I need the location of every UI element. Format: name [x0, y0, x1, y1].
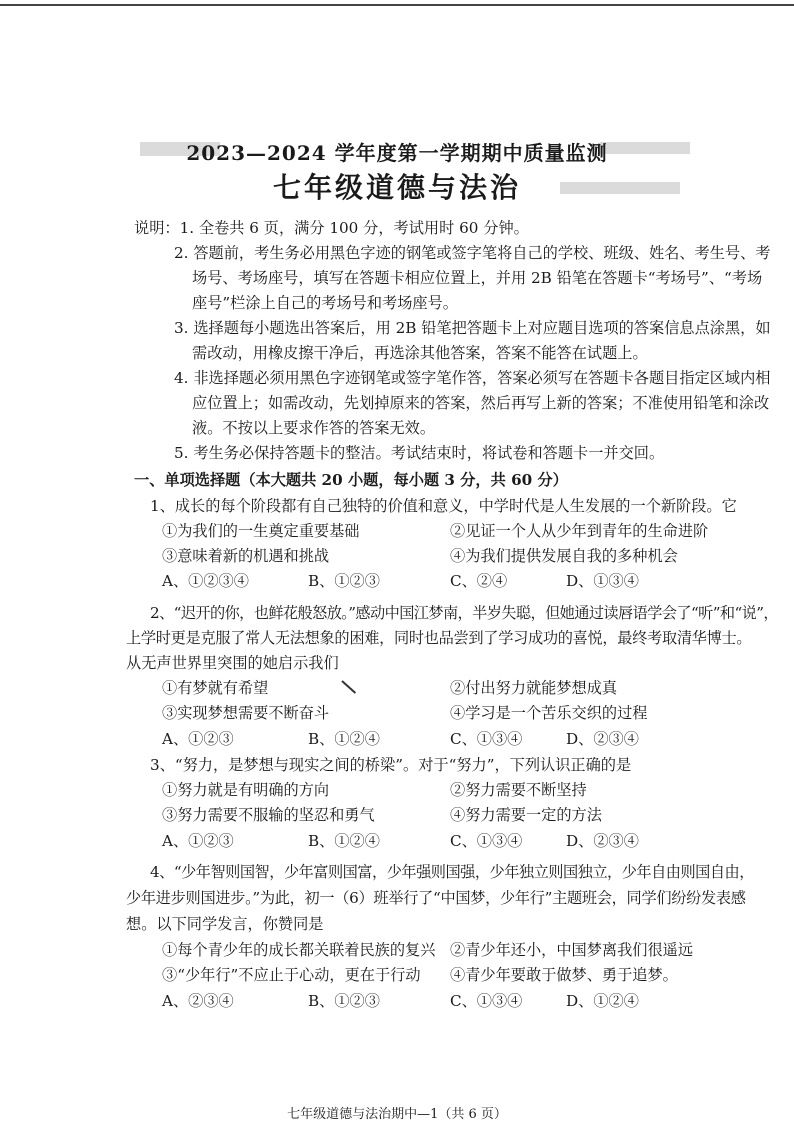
q3-option-c: C、①③④ [450, 832, 523, 850]
q2-statement-2: ②付出努力就能梦想成真 [450, 679, 618, 697]
q3-option-b: B、①②④ [308, 832, 380, 850]
q3-statement-4: ④努力需要一定的方法 [450, 806, 602, 824]
instruction-2: 2. 答题前，考生务必用黑色字迹的钢笔或签字笔将自己的学校、班级、姓名、考生号、考 [174, 244, 771, 262]
question-4-stem-cont: 少年进步则国进步。”为此，初一（6）班举行了“中国梦，少年行”主题班会，同学们纷纷发表感 [126, 889, 746, 907]
q4-option-a: A、②③④ [162, 992, 234, 1010]
q2-option-c: C、①③④ [450, 730, 523, 748]
instruction-4-cont: 应位置上；如需改动，先划掉原来的答案，然后再写上新的答案；不准使用铅笔和涂改 [192, 394, 770, 412]
q3-statement-3: ③努力需要不服输的坚忍和勇气 [162, 806, 375, 824]
instruction-2-cont: 场号、考场座号，填写在答题卡相应位置上，并用 2B 铅笔在答题卡“考场号”、“考场 [192, 269, 763, 287]
instruction-3-cont: 需改动，用橡皮擦干净后，再选涂其他答案，答案不能答在试题上。 [192, 344, 648, 362]
q4-statement-3: ③“少年行”不应止于心动，更在于行动 [162, 966, 421, 984]
q3-statement-2: ②努力需要不断坚持 [450, 781, 587, 799]
q2-statement-1: ①有梦就有希望 [162, 679, 269, 697]
q2-option-d: D、②③④ [566, 730, 639, 748]
instruction-4: 4. 非选择题必须用黑色字迹钢笔或签字笔作答，答案必须写在答题卡各题目指定区域内相 [174, 369, 771, 387]
q1-statement-2: ②见证一个人从少年到青年的生命进阶 [450, 522, 709, 540]
q1-option-d: D、①③④ [566, 572, 639, 590]
question-1-stem: 1、成长的每个阶段都有自己独特的价值和意义，中学时代是人生发展的一个新阶段。它 [150, 497, 737, 515]
exam-subject: 七年级道德与法治 [272, 171, 521, 204]
instruction-1: 说明：1. 全卷共 6 页，满分 100 分，考试用时 60 分钟。 [134, 219, 529, 237]
q1-statement-3: ③意味着新的机遇和挑战 [162, 547, 330, 565]
q1-option-b: B、①②③ [308, 572, 380, 590]
q3-option-d: D、②③④ [566, 832, 639, 850]
q4-option-b: B、①②③ [308, 992, 380, 1010]
q1-statement-4: ④为我们提供发展自我的多种机会 [450, 547, 678, 565]
pen-stroke-mark [341, 680, 356, 694]
q1-option-a: A、①②③④ [162, 572, 249, 590]
q4-option-c: C、①③④ [450, 992, 523, 1010]
instruction-2-cont: 座号”栏涂上自己的考场号和考场座号。 [192, 294, 458, 312]
question-2-stem-cont: 上学时更是克服了常人无法想象的困难，同时也品尝到了学习成功的喜悦，最终考取清华博士。 [126, 629, 752, 647]
instruction-5: 5. 考生务必保持答题卡的整洁。考试结束时，将试卷和答题卡一并交回。 [174, 444, 665, 462]
instruction-3: 3. 选择题每小题选出答案后，用 2B 铅笔把答题卡上对应题目选项的答案信息点涂黑，如 [174, 319, 771, 337]
q3-option-a: A、①②③ [162, 832, 234, 850]
question-2-stem-cont: 从无声世界里突围的她启示我们 [126, 654, 339, 672]
q1-statement-1: ①为我们的一生奠定重要基础 [162, 522, 360, 540]
question-3-stem: 3、“努力，是梦想与现实之间的桥梁”。对于“努力”，下列认识正确的是 [150, 756, 632, 774]
question-4-stem-cont: 想。以下同学发言，你赞同是 [126, 915, 324, 933]
q4-statement-2: ②青少年还小，中国梦离我们很遥远 [450, 941, 693, 959]
page-footer: 七年级道德与法治期中—1（共 6 页） [287, 1107, 507, 1122]
q1-option-c: C、②④ [450, 572, 508, 590]
question-4-stem: 4、“少年智则国智，少年富则国富，少年强则国强，少年独立则国独立，少年自由则国自由， [150, 863, 754, 881]
q2-statement-4: ④学习是一个苦乐交织的过程 [450, 704, 648, 722]
q2-option-b: B、①②④ [308, 730, 380, 748]
q4-option-d: D、①②④ [566, 992, 639, 1010]
q4-statement-4: ④青少年要敢于做梦、勇于追梦。 [450, 966, 678, 984]
q4-statement-1: ①每个青少年的成长都关联着民族的复兴 [162, 941, 436, 959]
q2-option-a: A、①②③ [162, 730, 234, 748]
q2-statement-3: ③实现梦想需要不断奋斗 [162, 704, 330, 722]
exam-title: 2023—2024 学年度第一学期期中质量监测 [186, 141, 608, 165]
instruction-4-cont: 液。不按以上要求作答的答案无效。 [192, 419, 435, 437]
q3-statement-1: ①努力就是有明确的方向 [162, 781, 330, 799]
top-border [0, 4, 794, 6]
section-heading: 一、单项选择题（本大题共 20 小题，每小题 3 分，共 60 分） [134, 471, 568, 489]
question-2-stem: 2、“迟开的你，也鲜花般怒放。”感动中国江梦南，半岁失聪，但她通过读唇语学会了“听”和“说”， [150, 604, 778, 622]
